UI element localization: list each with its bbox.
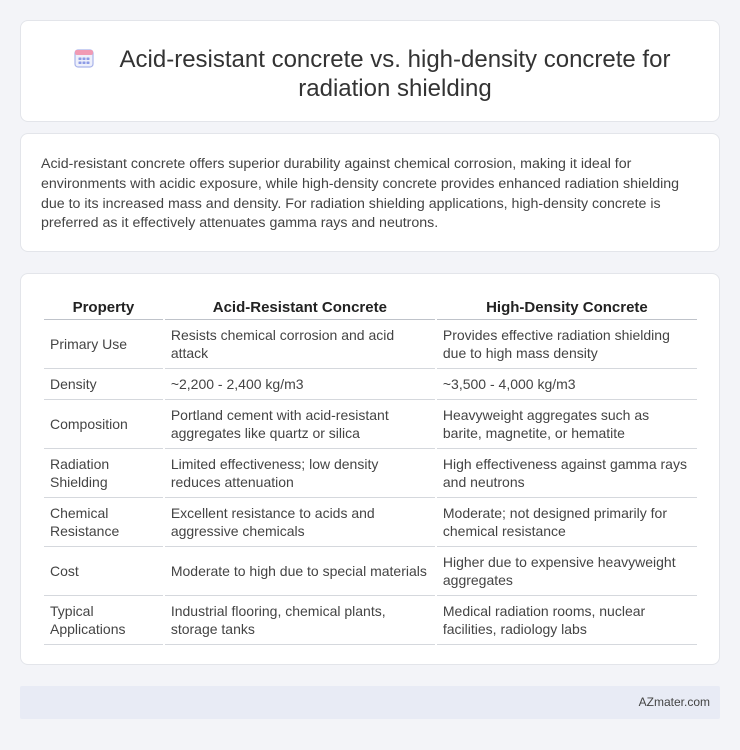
row-label: Chemical Resistance [44,498,163,547]
row-label: Density [44,369,163,400]
high-density-cell: Higher due to expensive heavyweight aggregates [437,547,697,596]
row-label: Primary Use [44,320,163,369]
acid-resistant-cell: Limited effectiveness; low density reduces attenuation [165,449,435,498]
table-row [44,596,697,645]
high-density-cell: Medical radiation rooms, nuclear facilities, radiology labs [437,596,697,645]
title-card [20,20,720,122]
high-density-cell: Heavyweight aggregates such as barite, magnetite, or hematite [437,400,697,449]
high-density-cell: ~3,500 - 4,000 kg/m3 [437,369,697,400]
high-density-cell: High effectiveness against gamma rays and neutrons [437,449,697,498]
table-row [44,320,697,369]
row-label: Composition [44,400,163,449]
footer-site-link[interactable]: AZmater.com [638,695,710,709]
table-row [44,547,697,596]
acid-resistant-cell: Resists chemical corrosion and acid attack [165,320,435,369]
row-label: Radiation Shielding [44,449,163,498]
row-label: Cost [44,547,163,596]
footer-bar [20,686,720,719]
comparison-table [42,296,699,645]
acid-resistant-cell: Portland cement with acid-resistant aggregates like quartz or silica [165,400,435,449]
column-header-acid-resistant: Acid-Resistant Concrete [165,296,435,320]
comparison-card [20,273,720,665]
table-row [44,449,697,498]
acid-resistant-cell: Excellent resistance to acids and aggressive chemicals [165,498,435,547]
high-density-cell: Moderate; not designed primarily for chemical resistance [437,498,697,547]
acid-resistant-cell: Industrial flooring, chemical plants, storage tanks [165,596,435,645]
column-header-high-density: High-Density Concrete [437,296,697,320]
table-row [44,369,697,400]
page-title: Acid-resistant concrete vs. high-density concrete for radiation shielding [119,46,671,102]
high-density-cell: Provides effective radiation shielding due to high mass density [437,320,697,369]
row-label: Typical Applications [44,596,163,645]
column-header-property: Property [44,296,163,320]
summary-paragraph: Acid-resistant concrete offers superior durability against chemical corrosion, making it ideal for environments with acidic exposure, while high-density concrete provides enhanced radiation shielding due to its increased mass and density. For radiation shielding applications, high-density concrete is preferred as it effectively attenuates gamma rays and neutrons. [41,156,680,232]
summary-card [20,133,720,252]
table-row [44,400,697,449]
acid-resistant-cell: ~2,200 - 2,400 kg/m3 [165,369,435,400]
table-row [44,498,697,547]
table-header-row [44,296,697,320]
acid-resistant-cell: Moderate to high due to special materials [165,547,435,596]
